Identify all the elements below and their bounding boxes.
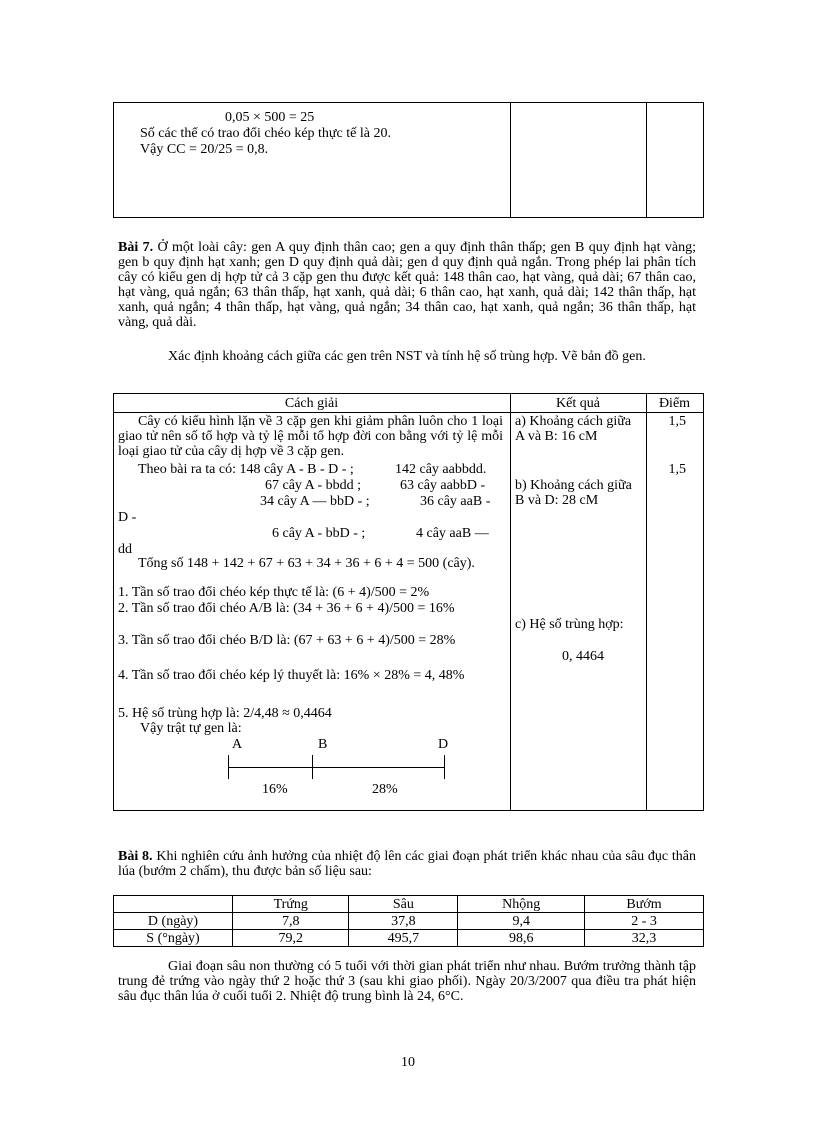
method-p5b: 4 cây aaB —: [416, 526, 489, 541]
method-s1: 1. Tần số trao đổi chéo kép thực tế là: (6 + 4)/500 = 2%: [118, 585, 430, 600]
method-s2: 2. Tần số trao đổi chéo A/B là: (34 + 36 + 6 + 4)/500 = 16%: [118, 601, 455, 616]
bai7-label: Bài 7.: [118, 240, 154, 255]
bai8-text: Khi nghiên cứu ảnh hưởng của nhiệt độ lên các giai đoạn phát triển khác nhau của sâu đục thân lúa (bướm 2 chấm), thu được bản số liệu sau:: [118, 849, 697, 879]
gene-b-label: B: [318, 737, 328, 752]
table-header-cell: Trứng: [233, 896, 349, 913]
method-p5c: dd: [118, 542, 132, 557]
score-1: 1,5: [668, 414, 686, 429]
distance-ab: 16%: [262, 782, 288, 797]
method-p2a: Theo bài ra ta có: 148 cây A - B - D - ;: [138, 462, 354, 477]
bai7-text: Ở một loài cây: gen A quy định thân cao; gen a quy định thân thấp; gen B quy định hạt vàng; gen b quy định hạt xanh; gen D quy định quả dài; gen d quy định quả ngắn. Trong phép lai phân tích cây có kiểu gen dị hợp tử cả 3 cặp gen thu được kết quả: 148 thân cao, hạt vàng, quả dài; 67 thân cao, hạt vàng, quả ngắn; 63 thân thấp, hạt xanh, quả dài; 6 thân cao, hạt xanh, quả dài; 142 thân thấp, hạt xanh, quả ngắn; 4 thân thấp, hạt vàng, quả ngắn; 34 thân cao, hạt xanh, quả ngắn; 36 thân thấp, hạt vàng, quả dài.: [118, 240, 696, 330]
table-cell: 79,2: [233, 930, 349, 947]
method-s3: 3. Tần số trao đổi chéo B/D là: (67 + 63 + 6 + 4)/500 = 28%: [118, 633, 456, 648]
table-header-cell: Sâu: [349, 896, 458, 913]
method-p3b: 63 cây aabbD -: [400, 478, 486, 493]
method-p2b: 142 cây aabbdd.: [395, 462, 487, 477]
method-p4a: 34 cây A — bbD - ;: [260, 494, 370, 509]
table-cell: 37,8: [349, 913, 458, 930]
top-line-1: 0,05 × 500 = 25: [225, 110, 315, 125]
method-s4: 4. Tần số trao đổi chéo kép lý thuyết là: 16% × 28% = 4, 48%: [118, 668, 465, 683]
result-c-label: c) Hệ số trùng hợp:: [515, 617, 624, 632]
header-result: Kết quả: [556, 396, 600, 411]
bai8-data-table: [113, 895, 704, 947]
method-p4c: D -: [118, 510, 137, 525]
table-header-row: [114, 896, 704, 913]
header-score: Điểm: [658, 396, 691, 411]
table-cell: 9,4: [458, 913, 585, 930]
table-cell: D (ngày): [114, 913, 233, 930]
score-2: 1,5: [668, 462, 686, 477]
result-c-value: 0, 4464: [562, 649, 604, 664]
table-cell: 32,3: [585, 930, 704, 947]
table-header-cell: Bướm: [585, 896, 704, 913]
table-row: [114, 930, 704, 947]
table-cell: 98,6: [458, 930, 585, 947]
gene-d-label: D: [438, 737, 449, 752]
tick-a: [228, 755, 229, 779]
chromosome-line: [228, 767, 445, 768]
header-method: Cách giải: [284, 396, 339, 411]
method-p4b: 36 cây aaB -: [420, 494, 491, 509]
tick-d: [444, 755, 445, 779]
table-cell: 2 - 3: [585, 913, 704, 930]
method-p5a: 6 cây A - bbD - ;: [272, 526, 366, 541]
table-cell: S (°ngày): [114, 930, 233, 947]
result-a: a) Khoảng cách giữa A và B: 16 cM: [515, 414, 632, 444]
bai8-paragraph: Giai đoạn sâu non thường có 5 tuổi với thời gian phát triển như nhau. Bướm trưởng thành tập trung đẻ trứng vào ngày thứ 2 hoặc thứ 3 (sau khi giao phối). Ngày 20/3/2007 qua điều tra phát hiện sâu đục thân lúa ở cuối tuổi 2. Nhiệt độ trung bình là 24, 6°C.: [118, 959, 696, 1004]
result-b: b) Khoảng cách giữa B và D: 28 cM: [515, 478, 632, 508]
tick-b: [312, 755, 313, 779]
distance-bd: 28%: [372, 782, 398, 797]
method-p1: Cây có kiểu hình lặn về 3 cặp gen khi giảm phân luôn cho 1 loại giao tử nên số tổ hợp và tỷ lệ mỗi tổ hợp đời con bằng với tỷ lệ mỗi loại giao tử của cây dị hợp về 3 cặp gen.: [118, 414, 503, 459]
table-header-cell: Nhộng: [458, 896, 585, 913]
bai8-label: Bài 8.: [118, 849, 153, 864]
table-cell: 7,8: [233, 913, 349, 930]
bai8-intro: [118, 849, 696, 879]
table-row: [114, 913, 704, 930]
method-order: Vậy trật tự gen là:: [140, 721, 242, 736]
method-p3a: 67 cây A - bbdd ;: [265, 478, 362, 493]
method-s5: 5. Hệ số trùng hợp là: 2/4,48 ≈ 0,4464: [118, 706, 332, 721]
gene-a-label: A: [232, 737, 243, 752]
table-cell: 495,7: [349, 930, 458, 947]
method-total: Tổng số 148 + 142 + 67 + 63 + 34 + 36 + 6 + 4 = 500 (cây).: [138, 556, 475, 571]
table-cell: [114, 896, 233, 913]
bai7-intro: [118, 240, 696, 330]
top-line-2: Số các thể có trao đổi chéo kép thực tế là 20.: [140, 126, 391, 141]
page-number: 10: [401, 1055, 415, 1070]
bai7-question: Xác định khoảng cách giữa các gen trên NST và tính hệ số trùng hợp. Vẽ bản đồ gen.: [168, 349, 646, 364]
top-line-3: Vậy CC = 20/25 = 0,8.: [140, 142, 269, 157]
